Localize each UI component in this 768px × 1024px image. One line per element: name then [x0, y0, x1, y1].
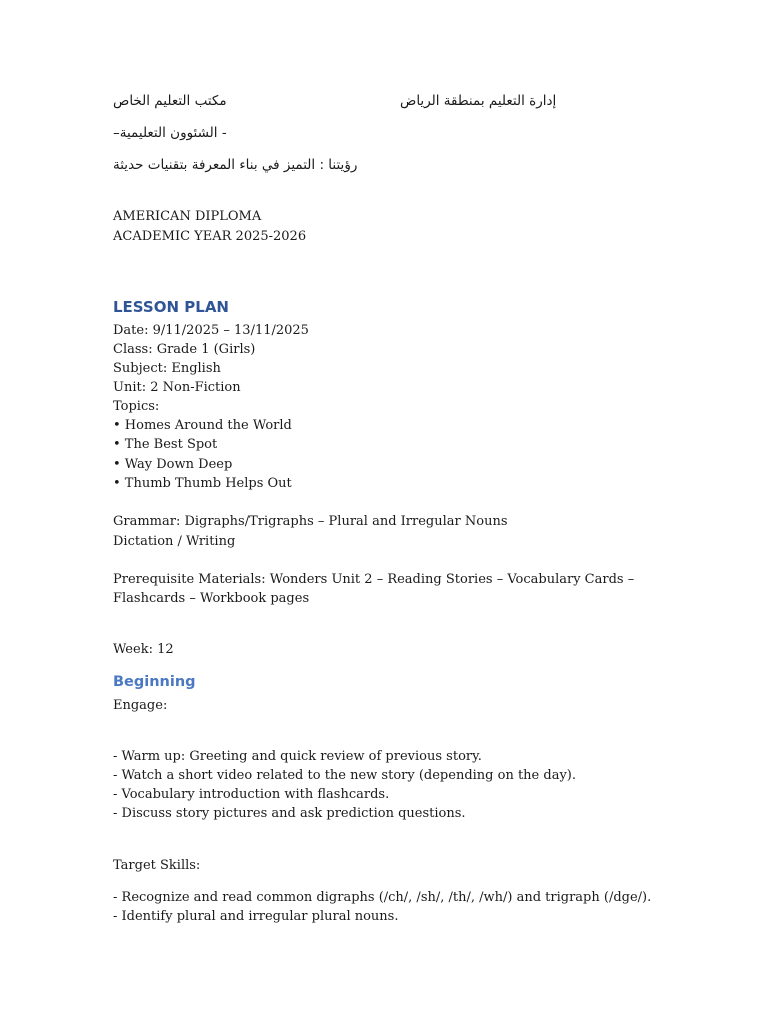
target-skills-label: Target Skills: [113, 858, 201, 873]
topic-item: • Thumb Thumb Helps Out [113, 476, 292, 491]
beginning-heading: Beginning [113, 674, 196, 690]
unit-line: Unit: 2 Non-Fiction [113, 380, 241, 395]
engage-label: Engage: [113, 698, 168, 713]
engage-item: - Watch a short video related to the new story (depending on the day). [113, 768, 577, 783]
date-line: Date: 9/11/2025 – 13/11/2025 [113, 323, 309, 338]
engage-item: - Vocabulary introduction with flashcards. [113, 787, 390, 802]
affairs-line: - الشئوون التعليمية– [113, 125, 227, 141]
directorate-name: إدارة التعليم بمنطقة الرياض [400, 93, 557, 109]
office-name: مكتب التعليم الخاص [113, 93, 227, 109]
topic-item: • Way Down Deep [113, 457, 233, 472]
diploma-line: AMERICAN DIPLOMA [113, 209, 262, 224]
target-skill-item: - Recognize and read common digraphs (/ch/, /sh/, /th/, /wh/) and trigraph (/dge/). [113, 890, 652, 905]
vision-line: رؤيتنا : التميز في بناء المعرفة بتقنيات حديثة [113, 157, 358, 173]
topic-item: • The Best Spot [113, 437, 218, 452]
subject-line: Subject: English [113, 361, 221, 376]
class-line: Class: Grade 1 (Girls) [113, 342, 256, 357]
lesson-plan-heading: LESSON PLAN [113, 298, 229, 316]
dictation-line: Dictation / Writing [113, 534, 236, 549]
grammar-line: Grammar: Digraphs/Trigraphs – Plural and Irregular Nouns [113, 514, 508, 529]
materials-paragraph: Prerequisite Materials: Wonders Unit 2 – Reading Stories – Vocabulary Cards – Flashcards – Workbook pages [113, 572, 635, 606]
topic-item: • Homes Around the World [113, 418, 292, 433]
engage-item: - Discuss story pictures and ask prediction questions. [113, 806, 466, 821]
academic-year-line: ACADEMIC YEAR 2025-2026 [113, 229, 307, 244]
engage-item: - Warm up: Greeting and quick review of previous story. [113, 749, 482, 764]
week-line: Week: 12 [113, 642, 174, 657]
topics-label: Topics: [113, 399, 160, 414]
target-skill-item: - Identify plural and irregular plural nouns. [113, 909, 399, 924]
